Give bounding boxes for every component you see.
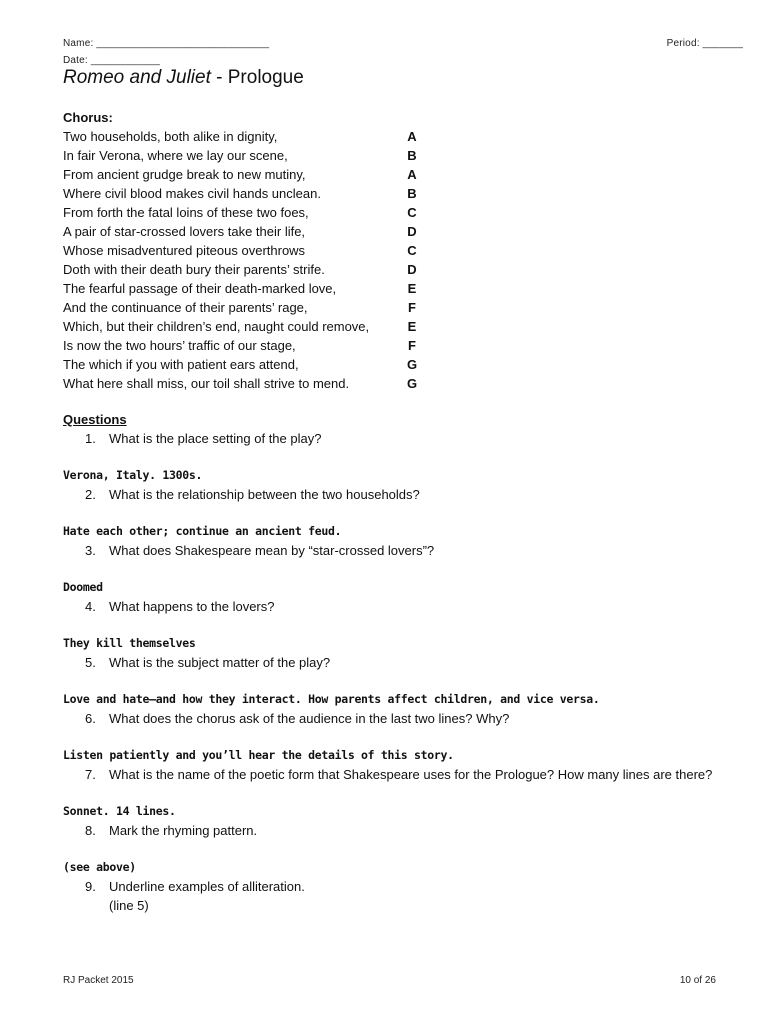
poem-line — [63, 203, 423, 222]
question-number: 8. — [85, 823, 96, 838]
poem-line — [63, 184, 423, 203]
answer-text: Sonnet. 14 lines. — [63, 804, 176, 818]
question-text: What is the subject matter of the play? — [109, 655, 331, 670]
rhyme-letter: A — [407, 167, 417, 182]
name-field-line: Name: ______________________________ — [63, 38, 270, 49]
title-section: - Prologue — [210, 67, 304, 88]
question-text: What is the place setting of the play? — [109, 431, 322, 446]
rhyme-letter: E — [407, 319, 417, 334]
poem-line-text: Where civil blood makes civil hands unclean. — [63, 186, 321, 201]
question-number: 9. — [85, 879, 96, 894]
poem-line — [63, 298, 423, 317]
poem-line — [63, 279, 423, 298]
question-subnote: (line 5) — [109, 898, 149, 913]
page-title — [63, 67, 304, 89]
answer-text: Doomed — [63, 580, 103, 594]
question-item — [63, 821, 723, 840]
question-item — [63, 709, 723, 728]
poem-line-text: The fearful passage of their death-marked love, — [63, 281, 337, 296]
poem-line-text: Which, but their children’s end, naught could remove, — [63, 319, 370, 334]
question-item — [63, 429, 723, 448]
poem-line — [63, 222, 423, 241]
question-text: What is the relationship between the two households? — [109, 487, 420, 502]
footer-packet-label: RJ Packet 2015 — [63, 975, 134, 986]
poem-line — [63, 165, 423, 184]
answer-text: Hate each other; continue an ancient feud. — [63, 524, 342, 538]
poem-line-text: From ancient grudge break to new mutiny, — [63, 167, 306, 182]
answer-text: Verona, Italy. 1300s. — [63, 468, 203, 482]
question-number: 5. — [85, 655, 96, 670]
rhyme-letter: C — [407, 243, 417, 258]
questions-section — [63, 410, 723, 915]
poem-line-text: In fair Verona, where we lay our scene, — [63, 148, 288, 163]
date-field-line: Date: ____________ — [63, 55, 161, 66]
question-item — [63, 597, 723, 616]
question-text: What happens to the lovers? — [109, 599, 275, 614]
rhyme-letter: A — [407, 129, 417, 144]
rhyme-letter: G — [406, 357, 418, 372]
rhyme-letter: E — [407, 281, 417, 296]
poem-line-text: Two households, both alike in dignity, — [63, 129, 278, 144]
questions-heading: Questions — [63, 412, 127, 427]
poem-line-text: Doth with their death bury their parents’ strife. — [63, 262, 325, 277]
poem-line-text: Whose misadventured piteous overthrows — [63, 243, 306, 258]
poem-line-text: What here shall miss, our toil shall strive to mend. — [63, 376, 350, 391]
rhyme-letter: F — [408, 338, 416, 353]
poem-line — [63, 374, 423, 393]
answer-text: (see above) — [63, 860, 136, 874]
poem-line-text: Is now the two hours’ traffic of our stage, — [63, 338, 296, 353]
poem-line-text: A pair of star-crossed lovers take their life, — [63, 224, 306, 239]
period-field-line: Period: _______ — [666, 38, 743, 49]
rhyme-letter: C — [407, 205, 417, 220]
question-item — [63, 485, 723, 504]
rhyme-letter: D — [407, 262, 417, 277]
poem-line — [63, 241, 423, 260]
question-item — [63, 541, 723, 560]
answer-text: Listen patiently and you’ll hear the details of this story. — [63, 748, 454, 762]
rhyme-letter: F — [408, 300, 416, 315]
question-number: 2. — [85, 487, 96, 502]
question-number: 3. — [85, 543, 96, 558]
poem-line-text: The which if you with patient ears attend, — [63, 357, 299, 372]
question-number: 4. — [85, 599, 96, 614]
question-text: Mark the rhyming pattern. — [109, 823, 258, 838]
rhyme-letter: G — [406, 376, 418, 391]
title-play-name: Romeo and Juliet — [63, 67, 211, 88]
rhyme-letter: B — [407, 148, 417, 163]
question-text: What is the name of the poetic form that Shakespeare uses for the Prologue? How many lines are there? — [109, 767, 713, 782]
question-number: 6. — [85, 711, 96, 726]
poem-line — [63, 127, 423, 146]
question-item — [63, 765, 723, 784]
question-number: 7. — [85, 767, 96, 782]
poem-line-text: And the continuance of their parents’ rage, — [63, 300, 308, 315]
chorus-label: Chorus: — [63, 110, 113, 125]
question-number: 1. — [85, 431, 96, 446]
question-text: What does the chorus ask of the audience in the last two lines? Why? — [109, 711, 510, 726]
rhyme-letter: D — [407, 224, 417, 239]
question-text: What does Shakespeare mean by “star-crossed lovers”? — [109, 543, 435, 558]
question-item — [63, 653, 723, 672]
question-text: Underline examples of alliteration. — [109, 879, 305, 894]
poem-line — [63, 317, 423, 336]
poem-line — [63, 336, 423, 355]
poem-line — [63, 355, 423, 374]
answer-text: Love and hate—and how they interact. How parents affect children, and vice versa. — [63, 692, 600, 706]
poem-line-text: From forth the fatal loins of these two foes, — [63, 205, 309, 220]
question-item — [63, 877, 723, 896]
poem-line — [63, 260, 423, 279]
poem-line — [63, 146, 423, 165]
answer-text: They kill themselves — [63, 636, 196, 650]
rhyme-letter: B — [407, 186, 417, 201]
footer-page-number: 10 of 26 — [679, 975, 716, 986]
prologue-poem — [63, 108, 423, 393]
